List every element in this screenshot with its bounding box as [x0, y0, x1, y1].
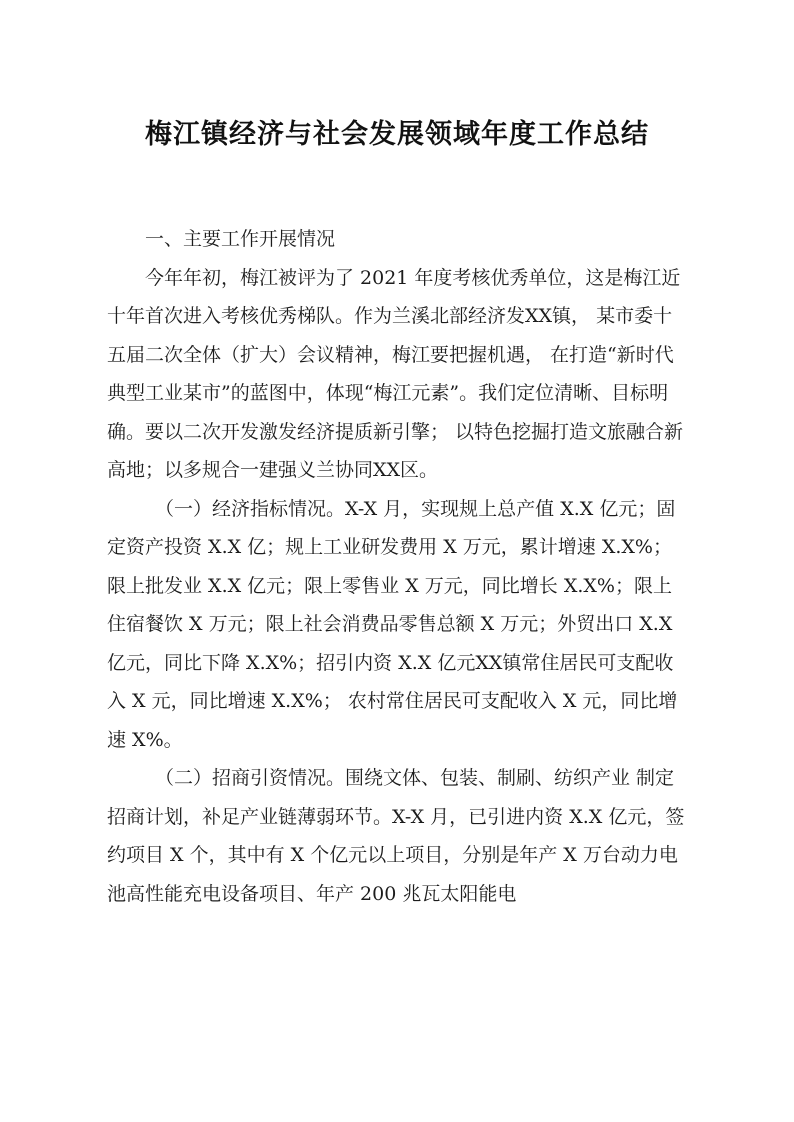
- section-heading: 一、主要工作开展情况: [145, 228, 336, 250]
- paragraph-overview: 今年年初，梅江被评为了 2021 年度考核优秀单位，这是梅江近十年首次进入考核优秀梯队。作为兰溪北部经济发XX镇， 某市委十五届二次全体（扩大）会议精神，梅江要把握机遇， 在打造“新时代典型工业某市”的蓝图中，体现“梅江元素”。我们定位清晰、目标明确。要以二次开发激发经济提质新引擎； 以特色挖掘打造文旅融合新高地；以多规合一建强义兰协同XX区。: [107, 266, 684, 481]
- document-title: 梅江镇经济与社会发展领域年度工作总结: [145, 119, 649, 150]
- paragraph-investment-attraction: （二）招商引资情况。围绕文体、包装、制刷、纺织产业 制定招商计划，补足产业链薄弱环节。X-X 月，已引进内资 X.X 亿元，签约项目 X 个，其中有 X 个亿元以上项目，分别是年产 X 万台动力电池高性能充电设备项目、年产 200 兆瓦太阳能电: [107, 767, 685, 905]
- document-body: [107, 220, 687, 913]
- paragraph-economic-indicators: （一）经济指标情况。X-X 月，实现规上总产值 X.X 亿元；固定资产投资 X.X 亿；规上工业研发费用 X 万元，累计增速 X.X%；限上批发业 X.X 亿元；限上零售业 X 万元，同比增长 X.X%；限上住宿餐饮 X 万元；限上社会消费品零售总额 X 万元；外贸出口 X.X 亿元，同比下降 X.X%；招引内资 X.X 亿元XX镇常住居民可支配收入 X 元，同比增速 X.X%； 农村常住居民可支配收入 X 元，同比增速 X%。: [107, 497, 678, 751]
